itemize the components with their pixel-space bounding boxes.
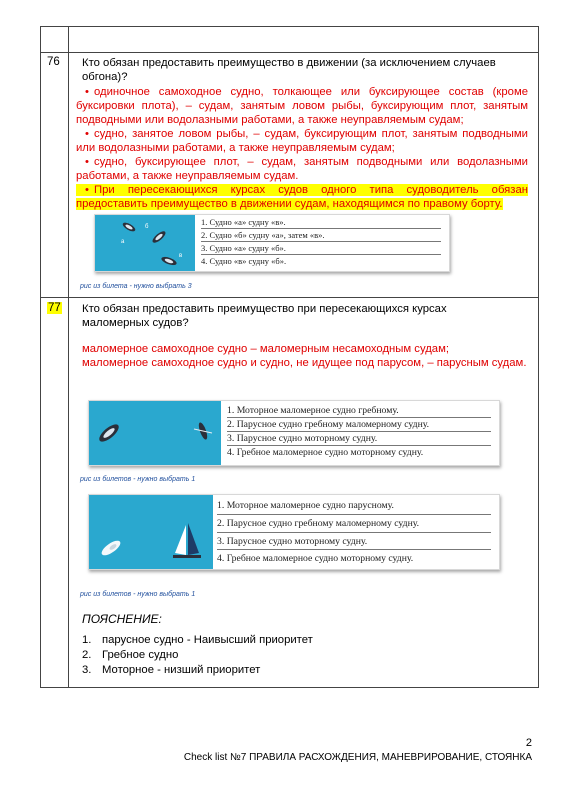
bullet-icon: • bbox=[85, 184, 89, 196]
question-text: Кто обязан предоставить преимущество в движении (за исключением случаев обгона)? bbox=[82, 57, 496, 83]
explanation-title: ПОЯСНЕНИЕ: bbox=[82, 612, 162, 626]
answer-option: 2. Парусное судно гребному маломерному судну. bbox=[217, 515, 491, 533]
figure-caption: рис из билета - нужно выбрать 3 bbox=[80, 283, 192, 290]
answer-option: 3. Парусное судно моторному судну. bbox=[227, 432, 491, 446]
boat-icon bbox=[151, 229, 167, 244]
answer-item: • судно, занятое ловом рыбы, – судам, буксирующим плот, занятым подводными или водолазными работами, а также неуправляемым судам; bbox=[76, 128, 528, 154]
answer-option: 3. Парусное судно моторному судну. bbox=[217, 533, 491, 550]
table-row-divider bbox=[40, 52, 539, 53]
list-item: 2. Гребное судно bbox=[82, 649, 179, 661]
answer-option: 1. Моторное маломерное судно парусному. bbox=[217, 497, 491, 515]
answer-item: • одиночное самоходное судно, толкающее или буксирующее состав (кроме буксировки плота), – судам, занятым ловом рыбы, буксирующим плот, занятым подводными или водолазными работами, а также неуправляемым судам; bbox=[76, 86, 528, 126]
list-item: 1. парусное судно - Наивысший приоритет bbox=[82, 634, 313, 646]
answer-item: маломерное самоходное судно и судно, не идущее под парусом, – парусным судам. bbox=[82, 357, 527, 369]
water-illustration bbox=[89, 495, 213, 569]
answer-options bbox=[227, 404, 491, 460]
motor-boat-icon bbox=[99, 538, 122, 558]
figure-caption: рис из билетов - нужно выбрать 1 bbox=[80, 591, 196, 598]
motor-boat-icon bbox=[97, 421, 122, 444]
svg-text:в: в bbox=[179, 253, 183, 259]
footer-title: Check list №7 ПРАВИЛА РАСХОЖДЕНИЯ, МАНЕВРИРОВАНИЕ, СТОЯНКА bbox=[183, 752, 532, 763]
answer-option: 1. Судно «а» судну «в». bbox=[201, 216, 441, 229]
svg-text:б: б bbox=[145, 224, 149, 230]
answer-option: 3. Судно «а» судну «б». bbox=[201, 242, 441, 255]
sailboat-icon bbox=[173, 523, 201, 558]
answer-option: 2. Парусное судно гребному маломерному судну. bbox=[227, 418, 491, 432]
bullet-icon: • bbox=[85, 156, 89, 168]
ticket-figure bbox=[94, 214, 450, 272]
question-number: 76 bbox=[47, 56, 60, 68]
table-row-divider bbox=[40, 297, 539, 298]
boats-illustration bbox=[89, 495, 213, 569]
answer-item: • судно, буксирующее плот, – судам, занятым подводными или водолазными работами, а также неуправляемым судам. bbox=[76, 156, 528, 182]
boat-icon bbox=[121, 221, 136, 233]
answer-options bbox=[201, 216, 441, 268]
boats-illustration bbox=[95, 215, 195, 271]
answer-options bbox=[217, 497, 491, 567]
answer-option: 4. Гребное маломерное судно моторному судну. bbox=[227, 447, 424, 458]
answer-option: 2. Судно «б» судну «а», затем «в». bbox=[201, 229, 441, 242]
figure-caption: рис из билетов - нужно выбрать 1 bbox=[80, 476, 196, 483]
page-number: 2 bbox=[525, 737, 532, 749]
bullet-icon: • bbox=[85, 128, 89, 140]
answer-option: 4. Судно «в» судну «б». bbox=[201, 256, 287, 266]
question-text: Кто обязан предоставить преимущество при пересекающихся курсах маломерных судов? bbox=[82, 303, 447, 329]
ticket-figure bbox=[88, 494, 500, 570]
svg-text:а: а bbox=[121, 239, 125, 245]
ticket-figure bbox=[88, 400, 500, 466]
answer-item-highlighted: • При пересекающихся курсах судов одного типа судоводитель обязан предоставить преимущество в движении судам, находящимся по правому борту. bbox=[76, 184, 528, 210]
table-column-divider bbox=[68, 26, 69, 688]
rowing-boat-icon bbox=[194, 422, 212, 441]
water-illustration bbox=[89, 401, 221, 465]
bullet-icon: • bbox=[85, 86, 89, 98]
list-item: 3. Моторное - низший приоритет bbox=[82, 664, 261, 676]
answer-option: 1. Моторное маломерное судно гребному. bbox=[227, 404, 491, 418]
answer-item: маломерное самоходное судно – маломерным несамоходным судам; bbox=[82, 343, 449, 355]
water-illustration bbox=[95, 215, 195, 271]
boat-icon bbox=[160, 255, 177, 266]
answer-option: 4. Гребное маломерное судно моторному судну. bbox=[217, 553, 414, 564]
question-number: 77 bbox=[48, 302, 61, 314]
boats-illustration bbox=[89, 401, 221, 465]
